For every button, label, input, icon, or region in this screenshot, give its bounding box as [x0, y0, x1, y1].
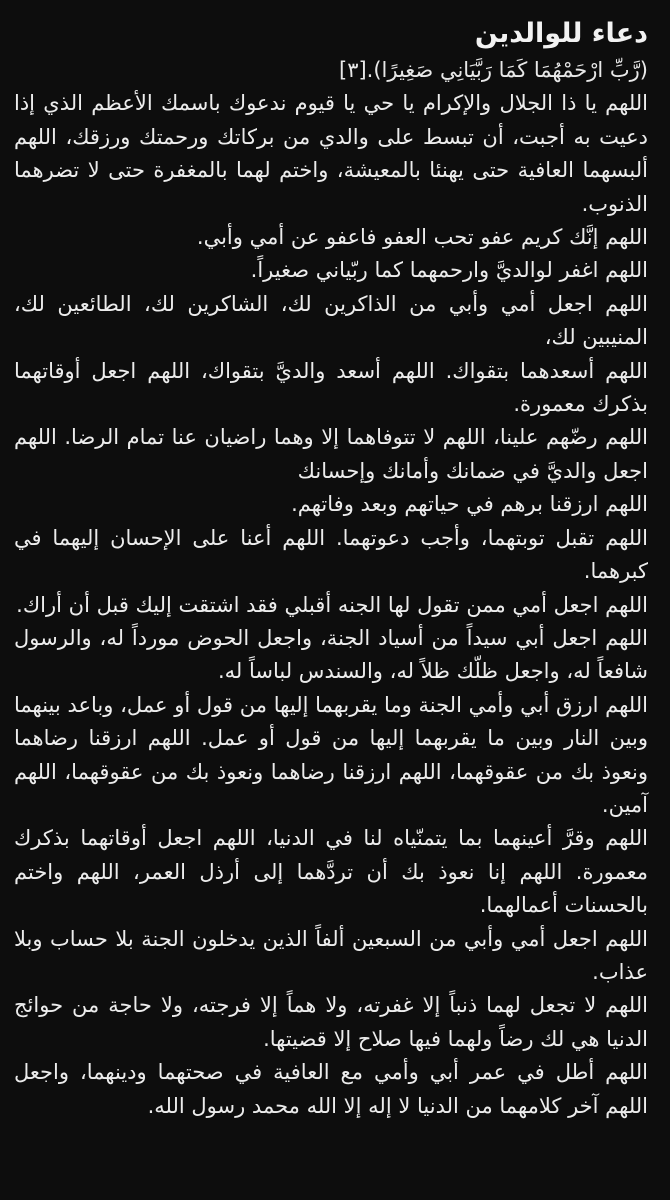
paragraph: اللهم ارزقنا برهم في حياتهم وبعد وفاتهم. [291, 492, 648, 517]
paragraph: اللهم ارزق أبي وأمي الجنة وما يقربهما إليها من قول أو عمل، وباعد بينهما وبين النار وبين ما يقربهما إليها من قول أو عمل. اللهم ارزقنا رضاهما ونعوذ بك من عقوقهما، اللهم ارزقنا رضاهما ونعوذ بك من عقوقهما، اللهم آمين. [14, 692, 648, 817]
quran-verse: (رَّبِّ ارْحَمْهُمَا كَمَا رَبَّيَانِي صَغِيرًا).[٣] [339, 58, 648, 82]
paragraph: اللهم أطل في عمر أبي وأمي مع العافية في صحتهما ودينهما، واجعل اللهم آخر كلامهما من الدنيا لا إله إلا الله محمد رسول الله. [14, 1060, 648, 1118]
paragraph: اللهم اغفر لوالديَّ وارحمهما كما ربّياني صغيراً. [250, 258, 648, 283]
supplication-text [14, 54, 648, 1123]
paragraph: اللهم لا تجعل لهما ذنباً إلا غفرته، ولا هماً إلا فرجته، ولا حاجة من حوائج الدنيا هي لك رضاً ولهما فيها صلاح إلا قضيتها. [14, 993, 648, 1051]
paragraph: اللهم اجعل أمي ممن تقول لها الجنه أقبلي فقد اشتقت إليك قبل أن أراك. [16, 592, 648, 617]
paragraph: اللهم اجعل أبي سيداً من أسياد الجنة، واجعل الحوض مورداً له، والرسول شافعاً له، واجعل ظلّك ظلاً له، والسندس لباساً له. [14, 625, 648, 684]
paragraph: اللهم تقبل توبتهما، وأجب دعوتهما. اللهم أعنا على الإحسان إليهما في كبرهما. [14, 525, 648, 584]
paragraph: اللهم اجعل أمي وأبي من السبعين ألفاً الذين يدخلون الجنة بلا حساب وبلا عذاب. [14, 926, 648, 984]
paragraph: اللهم اجعل أمي وأبي من الذاكرين لك، الشاكرين لك، الطائعين لك، المنيبين لك، [14, 291, 648, 350]
paragraph: اللهم وقرَّ أعينهما بما يتمنّياه لنا في الدنيا، اللهم اجعل أوقاتهما بذكرك معمورة. اللهم إنا نعوذ بك أن تردَّهما إلى أرذل العمر، اللهم واختم بالحسنات أعمالهما. [14, 826, 648, 918]
paragraph: اللهم رضّهم علينا، اللهم لا تتوفاهما إلا وهما راضيان عنا تمام الرضا. اللهم اجعل والديَّ في ضمانك وأمانك وإحسانك [14, 425, 648, 483]
page-title: دعاء للوالدين [474, 18, 648, 49]
paragraph: اللهم يا ذا الجلال والإكرام يا حي يا قيوم ندعوك باسمك الأعظم الذي إذا دعيت به أجبت، أن تبسط على والدي من بركاتك ورحمتك ورزقك، اللهم ألبسهما العافية حتى يهنئا بالمعيشة، واختم لهما بالمغفرة حتى لا تضرهما الذنوب. [14, 91, 648, 216]
paragraph: اللهم إنَّك كريم عفو تحب العفو فاعفو عن أمي وأبي. [196, 225, 648, 250]
paragraph: اللهم أسعدهما بتقواك. اللهم أسعد والديَّ بتقواك، اللهم اجعل أوقاتهما بذكرك معمورة. [14, 358, 648, 417]
